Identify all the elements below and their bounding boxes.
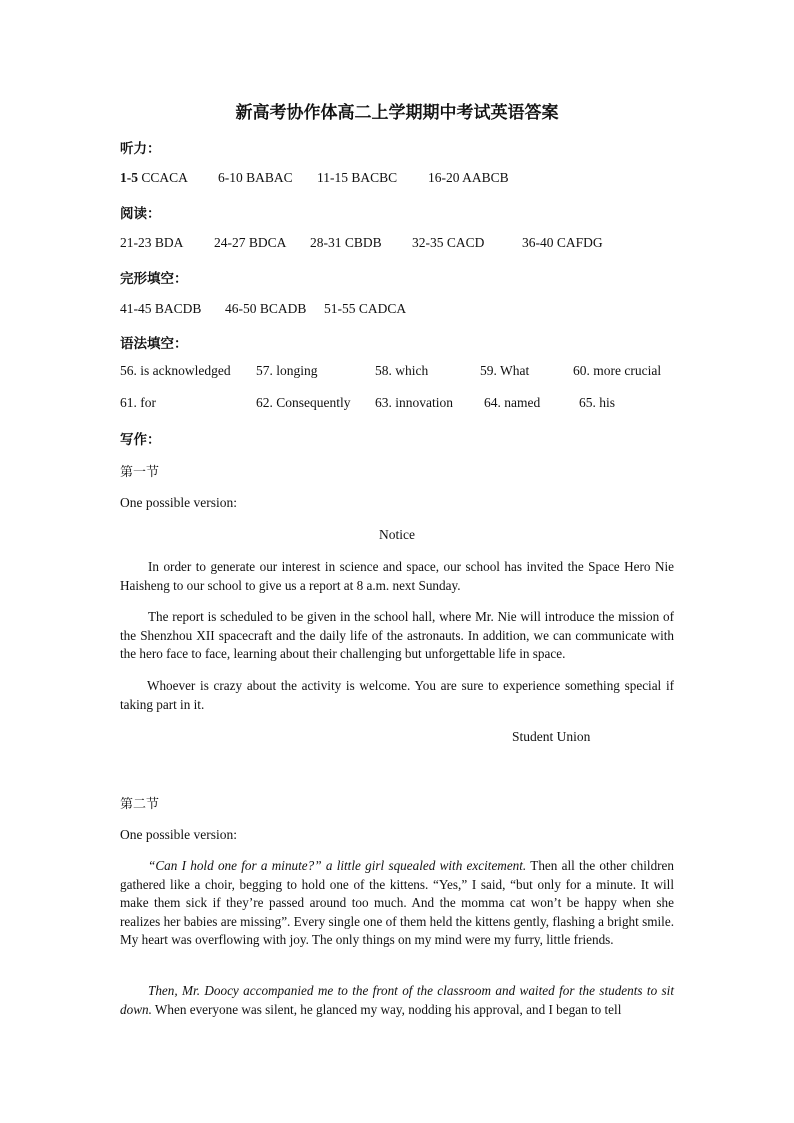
page-title: 新高考协作体高二上学期期中考试英语答案 (235, 103, 559, 123)
writing-part1-version: One possible version: (120, 495, 237, 510)
listening-group-4: 16-20 AABCB (428, 170, 509, 185)
story-paragraph-2-body: When everyone was silent, he glanced my way, nodding his approval, and I began to tell (151, 1001, 622, 1017)
cloze-group-1: 41-45 BACDB (120, 301, 202, 316)
cloze-heading: 完形填空： (120, 271, 188, 287)
reading-group-2: 24-27 BDCA (214, 235, 287, 250)
listening-group-3: 11-15 BACBC (317, 170, 398, 185)
writing-part2-label: 第二节 (120, 797, 160, 812)
reading-group-3: 28-31 CBDB (310, 235, 382, 250)
grammar-answer-59: 59. What (480, 363, 530, 378)
grammar-answer-62: 62. Consequently (256, 395, 351, 410)
reading-group-1: 21-23 BDA (120, 235, 184, 250)
story-paragraph-1 (120, 857, 674, 950)
listening-heading: 听力： (120, 141, 161, 157)
grammar-answer-65: 65. his (579, 395, 616, 410)
writing-heading: 写作： (120, 432, 161, 448)
notice-title: Notice (379, 527, 415, 542)
story-paragraph-1-opening: “Can I hold one for a minute?” a little girl squealed with excitement. (148, 858, 527, 873)
story-paragraph-2 (120, 982, 674, 1019)
listening-group-1-label: 1-5 (120, 170, 138, 185)
notice-paragraph-1: In order to generate our interest in science and space, our school has invited the Space Hero Nie Haisheng to our school to give us a report at 8 a.m. next Sunday. (120, 559, 674, 593)
writing-part2-version: One possible version: (120, 827, 237, 842)
cloze-group-2: 46-50 BCADB (225, 301, 307, 316)
grammar-answer-63: 63. innovation (375, 395, 453, 410)
notice-paragraph-3: Whoever is crazy about the activity is welcome. You are sure to experience something special if taking part in it. (120, 678, 674, 712)
story-paragraph-2-opening: Then, Mr. Doocy accompanied me to the front of the classroom and waited for the students to sit down. (120, 983, 674, 1017)
grammar-answer-56: 56. is acknowledged (120, 363, 231, 378)
grammar-answer-57: 57. longing (256, 363, 318, 378)
grammar-answer-58: 58. which (375, 363, 429, 378)
listening-group-2: 6-10 BABAC (218, 170, 293, 185)
listening-group-1-answers: CCACA (141, 170, 188, 185)
grammar-heading: 语法填空： (120, 336, 188, 352)
listening-group-1 (120, 170, 188, 186)
grammar-answer-60: 60. more crucial (573, 363, 662, 378)
grammar-answer-61: 61. for (120, 395, 156, 410)
reading-heading: 阅读： (120, 206, 161, 222)
notice-signature: Student Union (512, 729, 591, 744)
writing-part1-label: 第一节 (120, 465, 160, 480)
notice-paragraph-2: The report is scheduled to be given in the school hall, where Mr. Nie will introduce the mission of the Shenzhou XII spacecraft and the daily life of the astronauts. In addition, we can communicate with the hero face to face, learning about their challenging but unforgettable life in space. (120, 609, 674, 662)
cloze-group-3: 51-55 CADCA (324, 301, 407, 316)
grammar-answer-64: 64. named (484, 395, 541, 410)
reading-group-5: 36-40 CAFDG (522, 235, 603, 250)
story-paragraph-1-body: Then all the other children gathered like a choir, begging to hold one of the kittens. “Yes,” I said, “but only for a minute. It will make them sick if they’re passed around too much. And the momma cat won’t be happy when she realizes her babies are missing”. Every single one of them held the kittens gently, flashing a bright smile. My heart was overflowing with joy. The only things on my mind were my furry, little friends. (120, 858, 674, 948)
reading-group-4: 32-35 CACD (412, 235, 485, 250)
